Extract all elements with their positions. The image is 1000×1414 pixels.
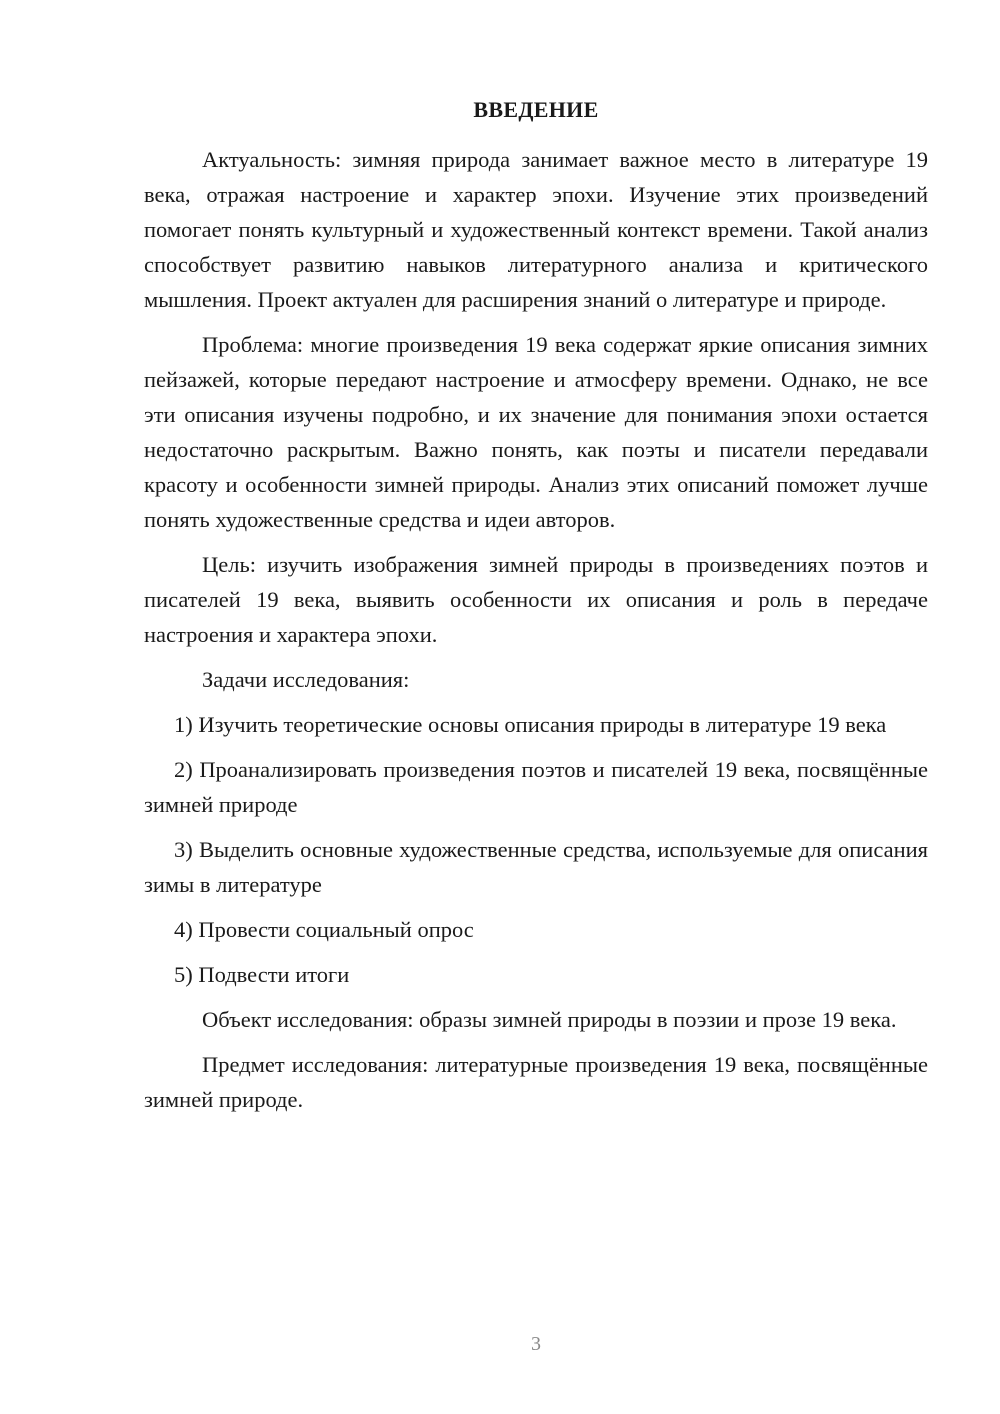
- task-item-5: 5) Подвести итоги: [174, 962, 350, 987]
- page-number: 3: [531, 1333, 541, 1355]
- goal-paragraph: Цель: изучить изображения зимней природы в произведениях поэтов и писателей 19 века, выявить особенности их описания и роль в передаче настроения и характера эпохи.: [144, 552, 928, 647]
- problem-paragraph: Проблема: многие произведения 19 века содержат яркие описания зимних пейзажей, которые передают настроение и атмосферу времени. Однако, не все эти описания изучены подробно, и их значение для понимания эпохи остается недостаточно раскрытым. Важно понять, как поэты и писатели передавали красоту и особенности зимней природы. Анализ этих описаний поможет лучше понять художественные средства и идеи авторов.: [144, 332, 928, 532]
- relevance-paragraph: Актуальность: зимняя природа занимает важное место в литературе 19 века, отражая настроение и характер эпохи. Изучение этих произведений помогает понять культурный и художественный контекст времени. Такой анализ способствует развитию навыков литературного анализа и критического мышления. Проект актуален для расширения знаний о литературе и природе.: [144, 147, 928, 312]
- document-page: [144, 92, 928, 1127]
- task-item-4: 4) Провести социальный опрос: [174, 917, 474, 942]
- subject-paragraph: Предмет исследования: литературные произведения 19 века, посвящённые зимней природе.: [144, 1052, 928, 1112]
- object-paragraph: Объект исследования: образы зимней природы в поэзии и прозе 19 века.: [202, 1007, 897, 1032]
- task-item-3: 3) Выделить основные художественные средства, используемые для описания зимы в литературе: [144, 837, 928, 897]
- section-title: ВВЕДЕНИЕ: [473, 97, 599, 122]
- task-item-1: 1) Изучить теоретические основы описания природы в литературе 19 века: [174, 712, 887, 737]
- task-item-2: 2) Проанализировать произведения поэтов и писателей 19 века, посвящённые зимней природе: [144, 757, 928, 817]
- tasks-heading: Задачи исследования:: [202, 667, 410, 692]
